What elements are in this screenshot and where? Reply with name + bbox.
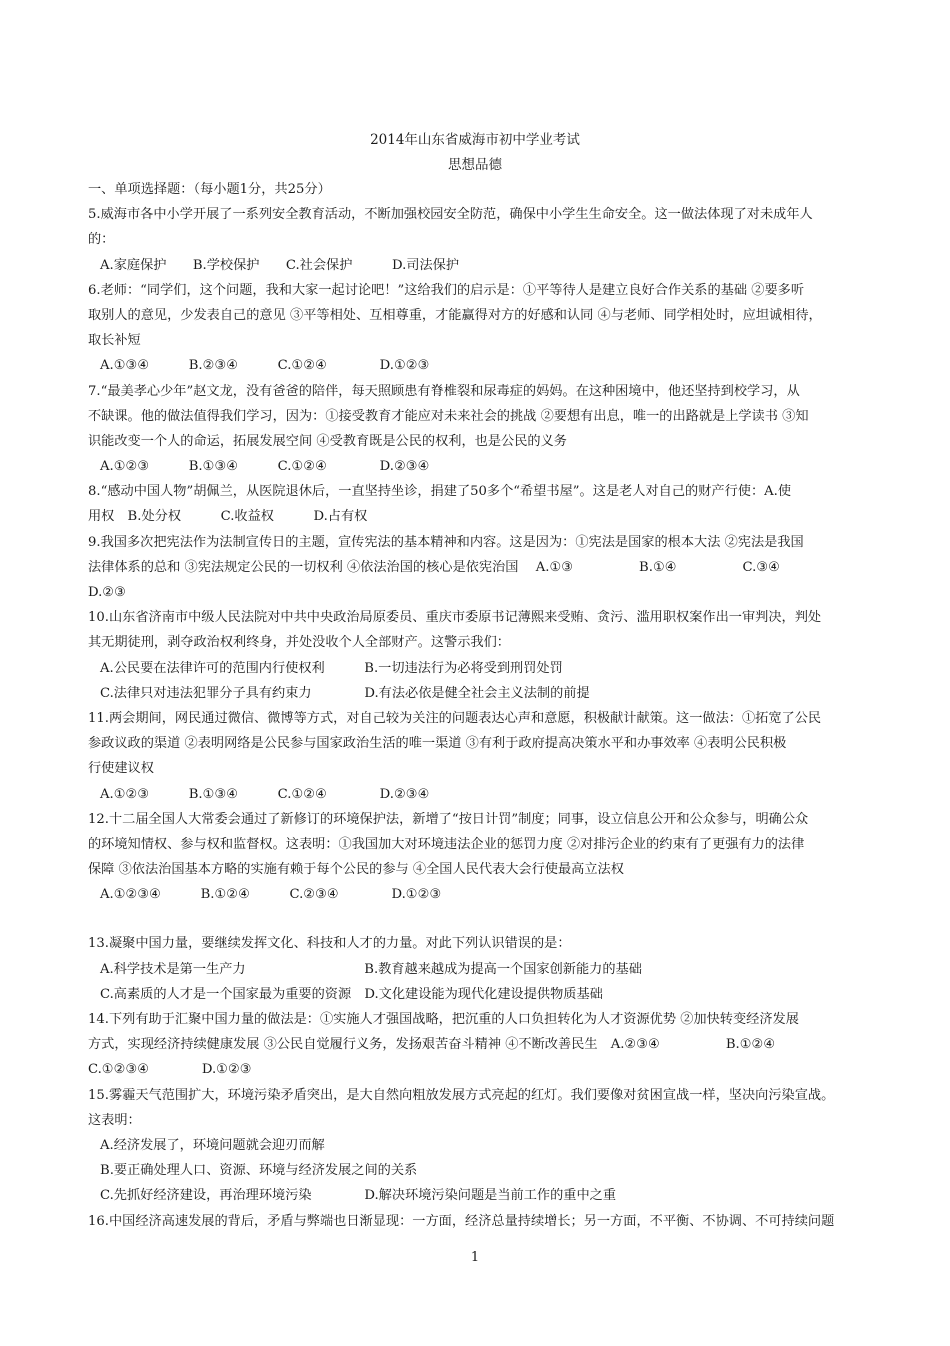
question-15-options: A.经济发展了，环境问题就会迎刃而解 [100,1137,325,1153]
question-14-text: 方式，实现经济持续健康发展 ③公民自觉履行义务，发扬艰苦奋斗精神 ④不断改善民生 A.②③④ B.①②④ [88,1037,776,1053]
question-8-options: 用权 B.处分权 C.收益权 D.占有权 [88,509,368,525]
question-12-text: 保障 ③依法治国基本方略的实施有赖于每个公民的参与 ④全国人民代表大会行使最高立法权 [88,862,624,878]
question-13-options: A.科学技术是第一生产力 B.教育越来越成为提高一个国家创新能力的基础 [100,961,642,977]
spacer [88,907,864,931]
question-13-text: 13.凝聚中国力量，要继续发挥文化、科技和人才的力量。对此下列认识错误的是： [88,936,571,952]
exam-title: 2014年山东省威海市初中学业考试 [370,132,580,148]
question-12-text: 的环境知情权、参与权和监督权。这表明：①我国加大对环境违法企业的惩罚力度 ②对排污企业的约束有了更强有力的法律 [88,836,805,852]
question-10-text: 其无期徒刑，剥夺政治权利终身，并处没收个人全部财产。这警示我们： [88,635,510,651]
question-5-text: 5.威海市各中小学开展了一系列安全教育活动，不断加强校园安全防范，确保中小学生生命安全。这一做法体现了对未成年人 [88,207,813,223]
question-14-options: C.①②③④ D.①②③ [88,1062,252,1078]
question-7-text: 7.“最美孝心少年”赵文龙，没有爸爸的陪伴，每天照顾患有脊椎裂和尿毒症的妈妈。在这种困境中，他还坚持到校学习，从 [88,383,800,399]
section-heading: 一、单项选择题：（每小题1分，共25分） [88,182,331,197]
question-15-text: 15.雾霾天气范围扩大，环境污染矛盾突出，是大自然向粗放发展方式亮起的红灯。我们要像对贫困宣战一样，坚决向污染宣战。 [88,1087,835,1103]
question-11-text: 参政议政的渠道 ②表明网络是公民参与国家政治生活的唯一渠道 ③有利于政府提高决策水平和办事效率 ④表明公民积极 [88,736,787,752]
question-15-options: C.先抓好经济建设，再治理环境污染 D.解决环境污染问题是当前工作的重中之重 [100,1188,617,1204]
question-15-options: B.要正确处理人口、资源、环境与经济发展之间的关系 [100,1163,418,1179]
question-9-text: 9.我国多次把宪法作为法制宣传日的主题，宣传宪法的基本精神和内容。这是因为：①宪法是国家的根本大法 ②宪法是我国 [88,534,804,550]
question-10-options: A.公民要在法律许可的范围内行使权利 B.一切违法行为必将受到刑罚处罚 [100,660,563,676]
question-10-text: 10.山东省济南市中级人民法院对中共中央政治局原委员、重庆市委原书记薄熙来受贿、贪污、滥用职权案作出一审判决，判处 [88,610,822,626]
question-15-text: 这表明： [88,1112,141,1128]
question-11-text: 11.两会期间，网民通过微信、微博等方式，对自己较为关注的问题表达心声和意愿，积极献计献策。这一做法：①拓宽了公民 [88,710,822,726]
question-7-text: 不缺课。他的做法值得我们学习，因为：①接受教育才能应对未来社会的挑战 ②要想有出息，唯一的出路就是上学读书 ③知 [88,408,809,424]
question-13-options: C.高素质的人才是一个国家最为重要的资源 D.文化建设能为现代化建设提供物质基础 [100,986,603,1002]
question-16-text: 16.中国经济高速发展的背后，矛盾与弊端也日渐显现：一方面，经济总量持续增长；另一方面，不平衡、不协调、不可持续问题 [88,1213,835,1229]
question-5-text: 的： [88,232,115,248]
exam-subject: 思想品德 [448,157,502,173]
question-11-options: A.①②③ B.①③④ C.①②④ D.②③④ [100,786,430,802]
question-8-text: 8.“感动中国人物”胡佩兰，从医院退休后，一直坚持坐诊，捐建了50多个“希望书屋”。这是老人对自己的财产行使：A.使 [88,484,792,500]
question-12-text: 12.十二届全国人大常委会通过了新修订的环境保护法，新增了“按日计罚”制度；同事，设立信息公开和公众参与，明确公众 [88,811,809,827]
question-9-options: D.②③ [88,585,126,600]
question-11-text: 行使建议权 [88,761,154,777]
question-6-text: 取长补短 [88,333,141,349]
question-6-text: 取别人的意见，少发表自己的意见 ③平等相处、互相尊重，才能赢得对方的好感和认同 ④与老师、同学相处时，应坦诚相待， [88,307,822,323]
question-7-text: 识能改变一个人的命运，拓展发展空间 ④受教育既是公民的权利，也是公民的义务 [88,433,567,449]
question-12-options: A.①②③④ B.①②④ C.②③④ D.①②③ [100,887,442,903]
question-14-text: 14.下列有助于汇聚中国力量的做法是：①实施人才强国战略，把沉重的人口负担转化为人才资源优势 ②加快转变经济发展 [88,1012,799,1027]
question-9-text: 法律体系的总和 ③宪法规定公民的一切权利 ④依法治国的核心是依宪治国 A.①③ B.①④ C.③④ [88,559,780,575]
question-10-options: C.法律只对违法犯罪分子具有约束力 D.有法必依是健全社会主义法制的前提 [100,685,590,701]
question-7-options: A.①②③ B.①③④ C.①②④ D.②③④ [100,459,430,475]
question-6-text: 6.老师：“同学们，这个问题，我和大家一起讨论吧！”这给我们的启示是：①平等待人是建立良好合作关系的基础 ②要多听 [88,282,805,298]
question-6-options: A.①③④ B.②③④ C.①②④ D.①②③ [100,358,430,374]
page-number: 1 [470,1250,480,1265]
question-5-options: A.家庭保护 B.学校保护 C.社会保护 D.司法保护 [100,257,460,273]
question-body [88,177,864,1234]
